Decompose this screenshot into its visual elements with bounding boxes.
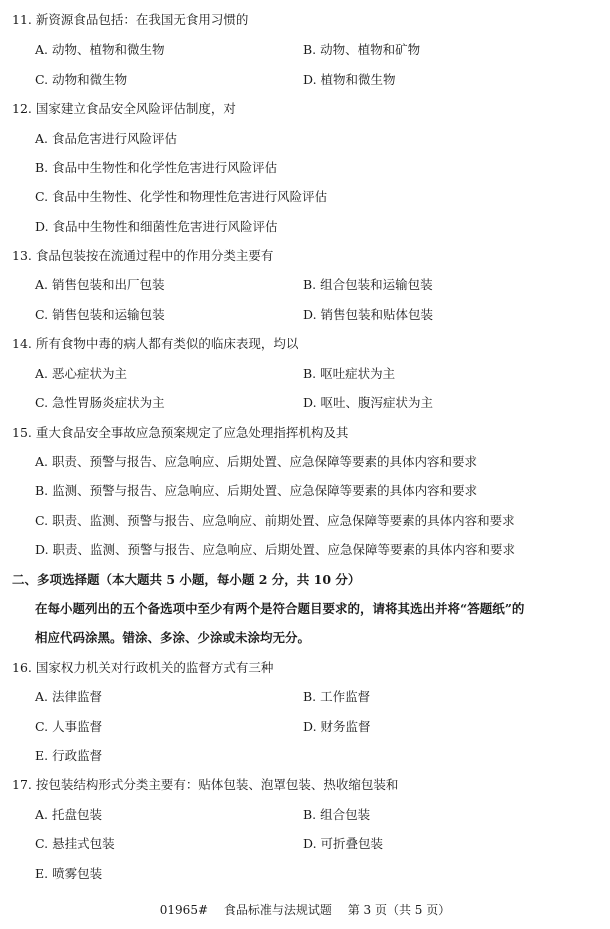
question-12-stem: 12. 国家建立食品安全风险评估制度，对 bbox=[12, 101, 236, 116]
section-2-instruction-line-1: 在每小题列出的五个备选项中至少有两个是符合题目要求的，请将其选出并将“答题纸”的 bbox=[35, 601, 525, 616]
question-17-option-e: E. 喷雾包装 bbox=[35, 866, 103, 881]
exam-code: 01965# bbox=[159, 903, 209, 917]
question-14-stem: 14. 所有食物中毒的病人都有类似的临床表现，均以 bbox=[12, 336, 299, 351]
question-12-option-b: B. 食品中生物性和化学性危害进行风险评估 bbox=[35, 160, 278, 175]
question-17-option-a: A. 托盘包装 bbox=[35, 807, 102, 822]
question-17-option-b: B. 组合包装 bbox=[303, 807, 371, 822]
exam-title: 食品标准与法规试题 bbox=[223, 903, 332, 917]
section-2-instruction-line-2: 相应代码涂黑。错涂、多涂、少涂或未涂均无分。 bbox=[35, 630, 311, 645]
question-14-option-d: D. 呕吐、腹泻症状为主 bbox=[303, 395, 434, 410]
question-16-option-a: A. 法律监督 bbox=[35, 689, 102, 704]
question-14-option-c: C. 急性胃肠炎症状为主 bbox=[35, 395, 165, 410]
question-11-option-a: A. 动物、植物和微生物 bbox=[35, 42, 165, 57]
question-11-stem: 11. 新资源食品包括：在我国无食用习惯的 bbox=[12, 12, 249, 27]
question-13-stem: 13. 食品包装按在流通过程中的作用分类主要有 bbox=[12, 248, 274, 263]
question-14-option-b: B. 呕吐症状为主 bbox=[303, 366, 396, 381]
question-13-option-a: A. 销售包装和出厂包装 bbox=[35, 277, 165, 292]
question-17-stem: 17. 按包装结构形式分类主要有：贴体包装、泡罩包装、热收缩包装和 bbox=[12, 777, 399, 792]
question-11-option-b: B. 动物、植物和矿物 bbox=[303, 42, 421, 57]
page-footer bbox=[0, 902, 610, 918]
question-16-stem: 16. 国家权力机关对行政机关的监督方式有三种 bbox=[12, 660, 274, 675]
question-16-option-c: C. 人事监督 bbox=[35, 719, 103, 734]
question-15-option-d: D. 职责、监测、预警与报告、应急响应、后期处置、应急保障等要素的具体内容和要求 bbox=[35, 542, 516, 557]
question-17-option-c: C. 悬挂式包装 bbox=[35, 836, 115, 851]
question-15-option-a: A. 职责、预警与报告、应急响应、后期处置、应急保障等要素的具体内容和要求 bbox=[35, 454, 477, 469]
question-14-option-a: A. 恶心症状为主 bbox=[35, 366, 127, 381]
question-17-option-d: D. 可折叠包装 bbox=[303, 836, 384, 851]
question-12-option-a: A. 食品危害进行风险评估 bbox=[35, 131, 177, 146]
question-15-option-b: B. 监测、预警与报告、应急响应、后期处置、应急保障等要素的具体内容和要求 bbox=[35, 483, 478, 498]
page-number: 第 3 页（共 5 页） bbox=[347, 903, 451, 917]
question-12-option-c: C. 食品中生物性、化学性和物理性危害进行风险评估 bbox=[35, 189, 328, 204]
question-15-stem: 15. 重大食品安全事故应急预案规定了应急处理指挥机构及其 bbox=[12, 425, 349, 440]
question-13-option-c: C. 销售包装和运输包装 bbox=[35, 307, 165, 322]
question-13-option-b: B. 组合包装和运输包装 bbox=[303, 277, 433, 292]
question-15-option-c: C. 职责、监测、预警与报告、应急响应、前期处置、应急保障等要素的具体内容和要求 bbox=[35, 513, 515, 528]
question-16-option-b: B. 工作监督 bbox=[303, 689, 371, 704]
section-2-title: 二、多项选择题（本大题共 5 小题，每小题 2 分，共 10 分） bbox=[12, 572, 361, 587]
question-11-option-c: C. 动物和微生物 bbox=[35, 72, 128, 87]
question-16-option-e: E. 行政监督 bbox=[35, 748, 103, 763]
question-13-option-d: D. 销售包装和贴体包装 bbox=[303, 307, 434, 322]
question-12-option-d: D. 食品中生物性和细菌性危害进行风险评估 bbox=[35, 219, 278, 234]
question-11-option-d: D. 植物和微生物 bbox=[303, 72, 396, 87]
question-16-option-d: D. 财务监督 bbox=[303, 719, 371, 734]
